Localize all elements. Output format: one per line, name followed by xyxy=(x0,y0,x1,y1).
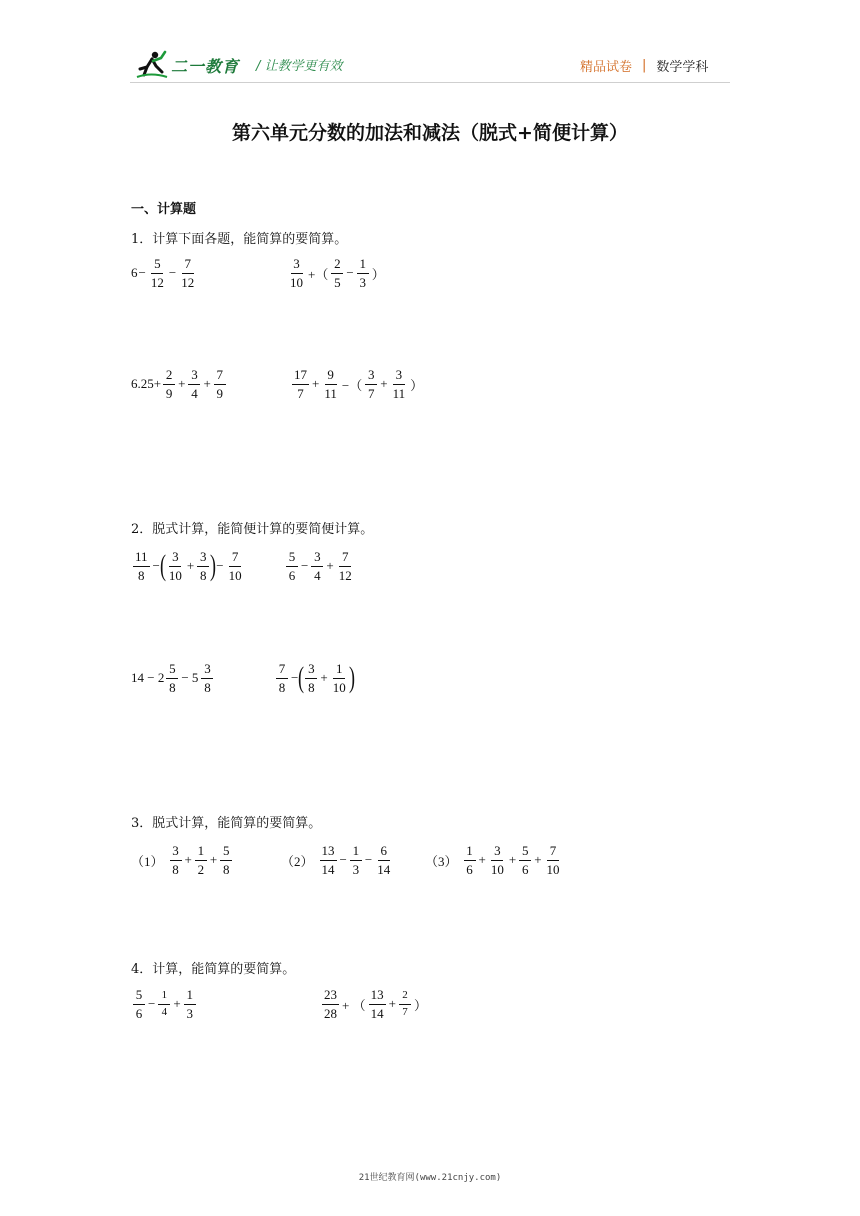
tag-quality-paper: 精品试卷 xyxy=(580,60,633,75)
numerator: 5 xyxy=(166,662,178,679)
operator: − 5 xyxy=(181,670,199,685)
fraction xyxy=(288,257,305,289)
fraction xyxy=(337,550,354,582)
fraction xyxy=(311,550,323,582)
operator: − xyxy=(148,996,156,1011)
fraction xyxy=(195,844,207,876)
fraction xyxy=(158,990,170,1018)
numerator: 5 xyxy=(220,844,232,861)
denominator: 14 xyxy=(377,861,391,877)
fraction xyxy=(167,550,184,582)
question-4: 4．计算，能简算的要简算。 xyxy=(131,962,296,977)
logo-text: 二一教育 xyxy=(171,56,240,76)
numerator: 3 xyxy=(188,368,200,385)
page-title: 第六单元分数的加法和减法（脱式+简便计算） xyxy=(232,122,628,144)
fraction xyxy=(286,550,298,582)
denominator: 12 xyxy=(338,567,352,583)
fraction xyxy=(184,988,196,1020)
fraction xyxy=(357,257,369,289)
operator: + （ xyxy=(342,997,366,1013)
right-paren: ) xyxy=(348,661,355,694)
expr-q2d xyxy=(274,658,354,698)
denominator: 10 xyxy=(168,567,182,583)
fraction xyxy=(464,844,476,876)
denominator: 2 xyxy=(197,861,205,877)
item-label: （2） xyxy=(281,853,314,869)
fraction xyxy=(322,988,339,1020)
operator: + xyxy=(478,852,486,867)
number: 6.25+ xyxy=(131,376,162,391)
denominator: 8 xyxy=(222,861,230,877)
operator: + xyxy=(184,852,192,867)
denominator: 12 xyxy=(181,274,195,290)
operator: + xyxy=(178,376,186,391)
operator: − xyxy=(168,265,177,280)
numerator: 2 xyxy=(331,257,343,274)
denominator: 3 xyxy=(352,861,360,877)
header-divider xyxy=(130,82,730,83)
operator: + xyxy=(508,852,517,867)
fraction xyxy=(375,844,392,876)
fraction xyxy=(170,844,182,876)
expr-q4b xyxy=(320,984,428,1024)
header-tags xyxy=(580,56,708,75)
denominator: 9 xyxy=(216,385,224,401)
numerator: 23 xyxy=(322,988,339,1005)
denominator: 8 xyxy=(278,679,286,695)
fraction xyxy=(214,368,226,400)
numerator: 5 xyxy=(151,257,163,274)
denominator: 12 xyxy=(150,274,164,290)
left-paren: ( xyxy=(159,549,166,582)
header-separator: | xyxy=(642,58,647,73)
denominator: 10 xyxy=(332,679,346,695)
denominator: 6 xyxy=(466,861,473,877)
numerator: 7 xyxy=(229,550,241,567)
operator: + xyxy=(203,376,211,391)
fraction xyxy=(188,368,200,400)
numerator: 3 xyxy=(197,550,209,567)
numerator: 7 xyxy=(547,844,559,861)
numerator: 1 xyxy=(357,257,369,274)
denominator: 10 xyxy=(490,861,504,877)
denominator: 11 xyxy=(392,385,406,401)
fraction xyxy=(331,662,348,694)
operator: + xyxy=(173,996,181,1011)
operator: ） xyxy=(410,377,424,393)
numerator: 3 xyxy=(311,550,323,567)
fraction xyxy=(350,844,362,876)
denominator: 4 xyxy=(314,567,321,583)
fraction xyxy=(133,550,150,582)
numerator: 3 xyxy=(201,662,213,679)
numerator: 7 xyxy=(339,550,351,567)
numerator: 9 xyxy=(325,368,337,385)
numerator: 17 xyxy=(292,368,309,385)
numerator: 6 xyxy=(378,844,390,861)
section-heading: 一、计算题 xyxy=(131,202,197,217)
fraction xyxy=(163,368,175,400)
fraction xyxy=(391,368,408,400)
numerator: 7 xyxy=(276,662,288,679)
numerator: 1 xyxy=(184,988,196,1005)
operator: +（ xyxy=(308,266,329,282)
operator: − xyxy=(364,852,373,867)
denominator: 6 xyxy=(135,1005,143,1021)
expr-q1b xyxy=(286,253,386,293)
operator: − xyxy=(152,558,160,573)
numerator: 5 xyxy=(133,988,145,1005)
operator: − xyxy=(216,558,224,573)
expr-q2c xyxy=(131,658,215,698)
operator: − xyxy=(291,670,299,685)
denominator: 6 xyxy=(521,861,529,877)
denominator: 9 xyxy=(165,385,173,401)
fraction xyxy=(399,990,411,1018)
denominator: 28 xyxy=(324,1005,337,1021)
operator: + xyxy=(534,852,542,867)
number: 6 xyxy=(131,265,138,280)
expr-q3b xyxy=(281,840,394,880)
operator: + xyxy=(186,558,195,573)
operator: − xyxy=(339,852,347,867)
numerator: 2 xyxy=(399,990,411,1005)
denominator: 14 xyxy=(321,861,335,877)
expr-q1d xyxy=(290,364,424,404)
denominator: 5 xyxy=(334,274,341,290)
fraction xyxy=(201,662,213,694)
numerator: 1 xyxy=(195,844,207,861)
fraction xyxy=(320,844,337,876)
denominator: 4 xyxy=(161,1005,168,1018)
operator: + xyxy=(209,852,218,867)
numerator: 3 xyxy=(169,550,181,567)
fraction xyxy=(489,844,506,876)
numerator: 1 xyxy=(464,844,476,861)
numerator: 1 xyxy=(158,990,170,1005)
numerator: 13 xyxy=(369,988,386,1005)
denominator: 8 xyxy=(169,679,176,695)
numerator: 3 xyxy=(491,844,503,861)
fraction xyxy=(305,662,317,694)
numerator: 1 xyxy=(333,662,345,679)
expr-q2a xyxy=(131,546,246,586)
fraction xyxy=(179,257,196,289)
left-paren: ( xyxy=(298,661,305,694)
logo xyxy=(135,48,239,82)
numerator: 2 xyxy=(163,368,175,385)
numerator: 5 xyxy=(519,844,531,861)
denominator: 3 xyxy=(186,1005,193,1021)
question-1: 1．计算下面各题，能简算的要简算。 xyxy=(131,232,348,247)
denominator: 10 xyxy=(546,861,560,877)
operator: ） xyxy=(413,997,427,1013)
denominator: 8 xyxy=(204,679,211,695)
fraction xyxy=(220,844,232,876)
fraction xyxy=(149,257,166,289)
denominator: 8 xyxy=(172,861,179,877)
operator: − xyxy=(301,558,309,573)
denominator: 7 xyxy=(402,1005,408,1018)
numerator: 5 xyxy=(286,550,298,567)
question-2: 2．脱式计算，能简便计算的要简便计算。 xyxy=(131,522,374,537)
numerator: 7 xyxy=(214,368,226,385)
expr-q1a xyxy=(131,253,198,293)
denominator: 10 xyxy=(228,567,242,583)
fraction xyxy=(197,550,209,582)
runner-logo-icon xyxy=(135,50,169,80)
denominator: 7 xyxy=(297,385,304,401)
slogan: / 让教学更有效 xyxy=(256,59,343,74)
denominator: 8 xyxy=(308,679,315,695)
right-paren: ) xyxy=(210,549,217,582)
operator: + xyxy=(388,996,396,1011)
fraction xyxy=(227,550,244,582)
denominator: 8 xyxy=(199,567,207,583)
operator: −（ xyxy=(341,377,363,393)
fraction xyxy=(365,368,377,400)
numerator: 11 xyxy=(133,550,150,567)
denominator: 3 xyxy=(359,274,366,290)
operator: + xyxy=(320,670,328,685)
expr-q1c xyxy=(131,364,228,404)
numerator: 3 xyxy=(170,844,182,861)
denominator: 7 xyxy=(367,385,375,401)
fraction xyxy=(322,368,339,400)
item-label: （1） xyxy=(131,853,164,869)
operator: + xyxy=(380,376,388,391)
footer-source: 21世纪教育网(www.21cnjy.com) xyxy=(358,1173,502,1183)
denominator: 10 xyxy=(290,274,303,290)
question-3: 3．脱式计算，能简算的要简算。 xyxy=(131,816,322,831)
numerator: 7 xyxy=(182,257,194,274)
operator: ） xyxy=(371,266,385,282)
fraction xyxy=(331,257,343,289)
fraction xyxy=(545,844,562,876)
denominator: 11 xyxy=(324,385,337,401)
fraction xyxy=(133,988,145,1020)
numerator: 3 xyxy=(305,662,317,679)
operator: − xyxy=(346,265,354,280)
tag-subject: 数学学科 xyxy=(656,60,709,75)
denominator: 8 xyxy=(138,567,145,583)
expr-q2b xyxy=(284,546,356,586)
operator: + xyxy=(312,376,320,391)
denominator: 14 xyxy=(370,1005,384,1021)
operator: − xyxy=(138,265,146,280)
operator: + xyxy=(326,558,334,573)
numerator: 3 xyxy=(393,368,405,385)
numerator: 1 xyxy=(350,844,362,861)
item-label: （3） xyxy=(425,853,458,869)
fraction xyxy=(292,368,309,400)
numerator: 13 xyxy=(320,844,337,861)
expr-q3a xyxy=(131,840,234,880)
numerator: 3 xyxy=(365,368,377,385)
fraction xyxy=(276,662,288,694)
numerator: 3 xyxy=(291,257,303,274)
denominator: 4 xyxy=(191,385,198,401)
expr-q3c xyxy=(425,840,564,880)
fraction xyxy=(369,988,386,1020)
denominator: 6 xyxy=(288,567,296,583)
number: 14 − 2 xyxy=(131,670,165,685)
fraction xyxy=(166,662,178,694)
expr-q4a xyxy=(131,984,198,1024)
fraction xyxy=(519,844,531,876)
